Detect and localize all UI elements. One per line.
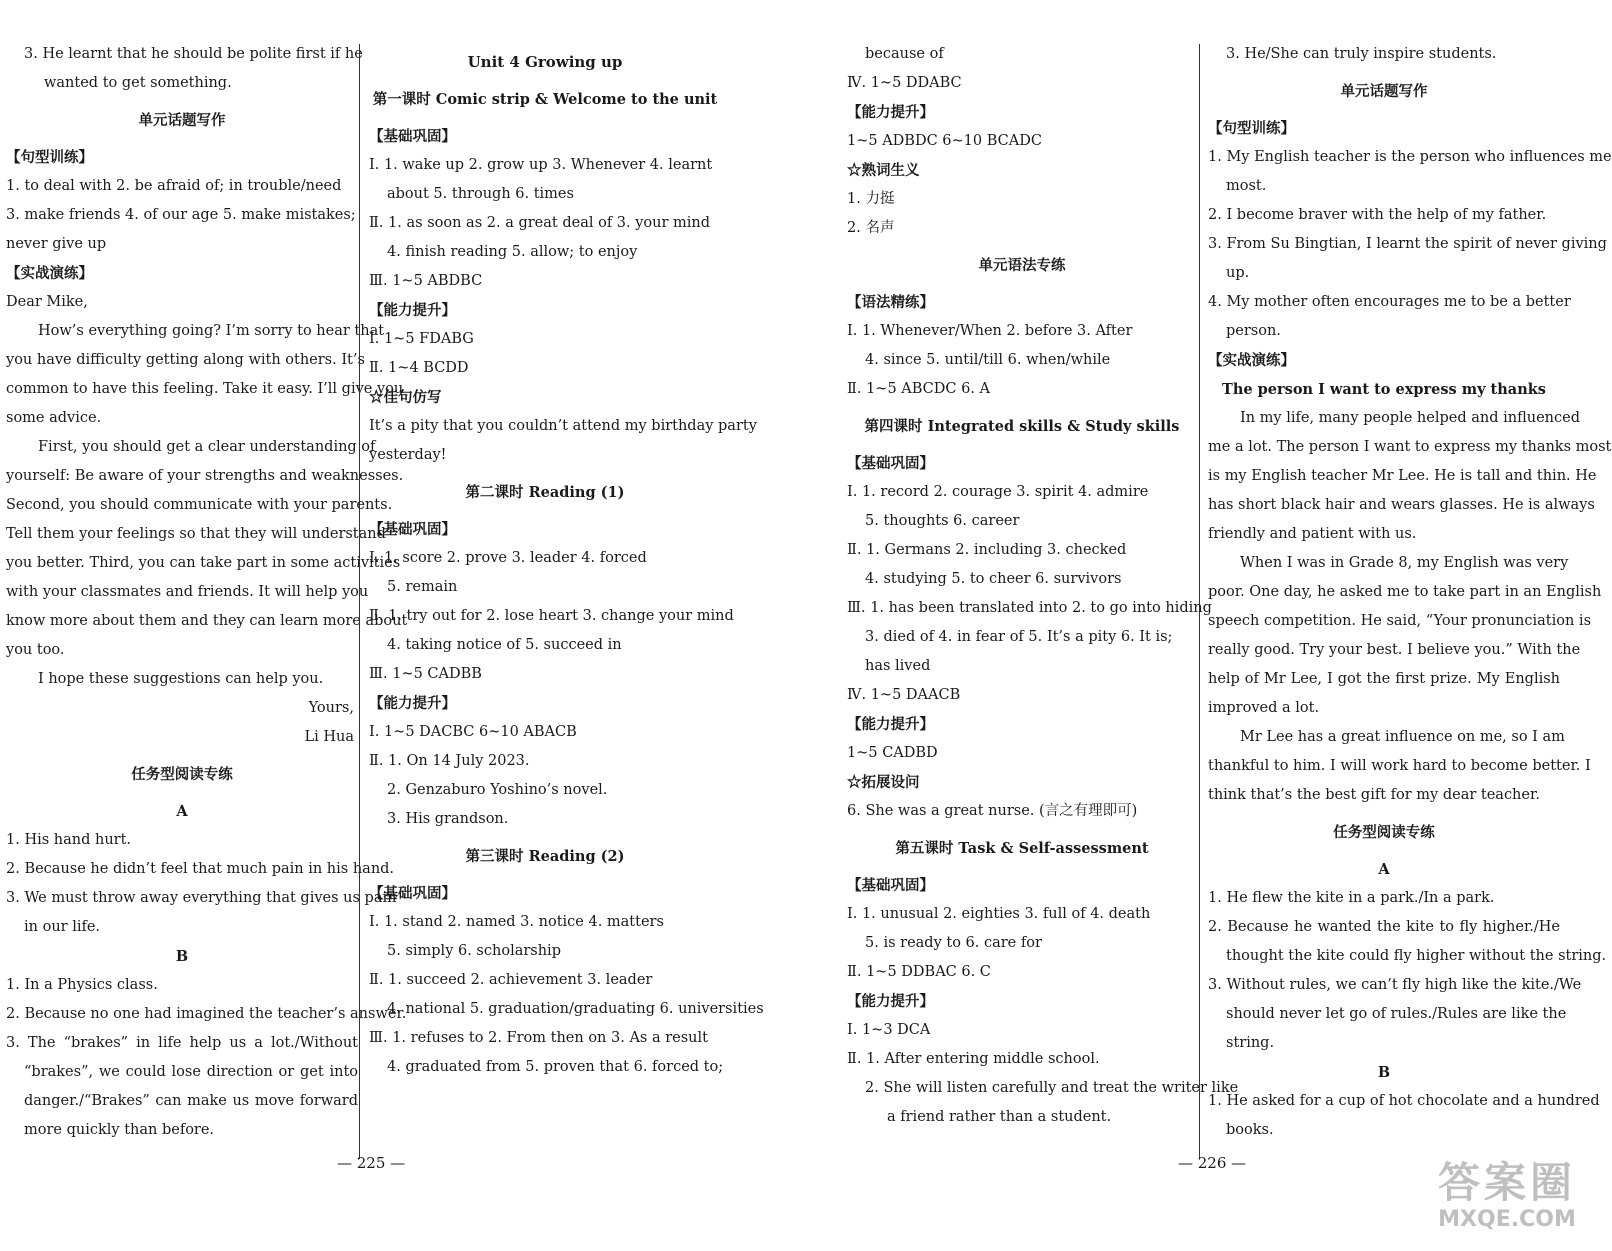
text-line: Ⅰ. 1. stand 2. named 3. notice 4. matters: [369, 914, 664, 930]
text-line: 3. His grandson.: [387, 811, 509, 827]
text-line: 4. My mother often encourages me to be a better: [1208, 294, 1571, 310]
spacer: [847, 826, 1197, 834]
text-line: about 5. through 6. times: [387, 186, 574, 202]
spacer: [369, 470, 721, 478]
text-line: you better. Third, you can take part in some activities: [6, 555, 401, 571]
subsection-heading: 【基础巩固】: [369, 128, 456, 145]
subsection-heading: 【基础巩固】: [369, 521, 456, 538]
text-line: Ⅱ. 1. On 14 July 2023.: [369, 753, 530, 769]
text-line: 2. Because no one had imagined the teacher’s answer.: [6, 1006, 407, 1022]
text-line: 4. since 5. until/till 6. when/while: [865, 352, 1111, 368]
subsection-heading: ☆拓展设问: [847, 774, 920, 791]
text-line: never give up: [6, 236, 107, 252]
text-line: Ⅰ. 1. Whenever/When 2. before 3. After: [847, 323, 1133, 339]
text-line: speech competition. He said, “Your pronunciation is: [1208, 613, 1592, 629]
spacer: [369, 77, 721, 85]
section-title: 单元话题写作: [1340, 83, 1428, 100]
text-line: Ⅱ. 1. as soon as 2. a great deal of 3. your mind: [369, 215, 711, 231]
text-line: is my English teacher Mr Lee. He is tall and thin. He: [1208, 468, 1597, 484]
text-line: 3. died of 4. in fear of 5. It’s a pity 6. It is;: [865, 629, 1173, 645]
subsection-heading: ☆佳句仿写: [369, 389, 442, 406]
page-number-left: — 225 —: [337, 1154, 406, 1172]
text-line: string.: [1226, 1035, 1275, 1051]
text-line: 6. She was a great nurse. (言之有理即可): [847, 803, 1138, 819]
text-line: danger./“Brakes” can make us move forward: [24, 1093, 358, 1109]
text-line: 2. Because he wanted the kite to fly higher./He: [1208, 919, 1560, 935]
spacer: [1208, 810, 1560, 818]
text-line: 4. finish reading 5. allow; to enjoy: [387, 244, 638, 260]
text-line: has short black hair and wears glasses. He is always: [1208, 497, 1595, 513]
text-line: 1. He asked for a cup of hot chocolate and a hundred: [1208, 1093, 1600, 1109]
text-line: 3. Without rules, we can’t fly high like the kite./We: [1208, 977, 1582, 993]
text-line: 3. From Su Bingtian, I learnt the spirit of never giving: [1208, 236, 1607, 252]
text-line: because of: [865, 46, 944, 62]
text-line: person.: [1226, 323, 1281, 339]
text-line: 4. taking notice of 5. succeed in: [387, 637, 622, 653]
section-title: 第五课时 Task & Self-assessment: [895, 840, 1149, 857]
column-divider: [359, 44, 360, 1159]
spacer: [847, 243, 1197, 251]
text-line: Li Hua: [304, 729, 354, 745]
text-line: 1. His hand hurt.: [6, 832, 132, 848]
text-line: Ⅰ. 1. record 2. courage 3. spirit 4. admire: [847, 484, 1149, 500]
text-line: you too.: [6, 642, 65, 658]
text-line: help of Mr Lee, I got the first prize. My English: [1208, 671, 1560, 687]
subsection-heading: 【句型训练】: [1208, 120, 1295, 137]
text-line: 2. 名声: [847, 220, 895, 236]
section-title: B: [1377, 1064, 1391, 1081]
text-line: 3. He learnt that he should be polite first if he: [24, 46, 363, 62]
text-line: 5. remain: [387, 579, 458, 595]
spacer: [847, 863, 1197, 871]
subsection-heading: 【语法精练】: [847, 294, 934, 311]
text-line: common to have this feeling. Take it easy. I’ll give you: [6, 381, 404, 397]
text-line: Ⅲ. 1. has been translated into 2. to go into hiding: [847, 600, 1212, 616]
text-line: Tell them your feelings so that they will understand: [6, 526, 386, 542]
watermark-text: 答案圈: [1437, 1158, 1576, 1207]
text-line: me a lot. The person I want to express my thanks most: [1208, 439, 1612, 455]
text-line: yourself: Be aware of your strengths and weaknesses.: [6, 468, 404, 484]
column-divider: [1199, 44, 1200, 1159]
subsection-heading: ☆熟词生义: [847, 162, 920, 179]
spacer: [1208, 106, 1560, 114]
text-line: 1. My English teacher is the person who influences me: [1208, 149, 1612, 165]
text-line: friendly and patient with us.: [1208, 526, 1417, 542]
spacer: [6, 98, 358, 106]
subsection-heading: 【能力提升】: [847, 993, 934, 1010]
text-line: It’s a pity that you couldn’t attend my birthday party: [369, 418, 757, 434]
subsection-heading: 【能力提升】: [369, 695, 456, 712]
spacer: [847, 404, 1197, 412]
text-line: 1. 力挺: [847, 191, 895, 207]
text-line: Yours,: [308, 700, 354, 716]
text-line: some advice.: [6, 410, 102, 426]
text-line: 3. make friends 4. of our age 5. make mistakes;: [6, 207, 356, 223]
text-line: Ⅰ. 1. unusual 2. eighties 3. full of 4. death: [847, 906, 1151, 922]
spacer: [847, 441, 1197, 449]
text-line: Ⅰ. 1~3 DCA: [847, 1022, 931, 1038]
text-line: Ⅳ. 1~5 DDABC: [847, 75, 962, 91]
text-line: Ⅱ. 1. After entering middle school.: [847, 1051, 1100, 1067]
text-line: know more about them and they can learn more about: [6, 613, 408, 629]
text-line: 2. I become braver with the help of my father.: [1208, 207, 1547, 223]
text-line: 5. is ready to 6. care for: [865, 935, 1042, 951]
text-line: First, you should get a clear understanding of: [38, 439, 376, 455]
spacer: [847, 280, 1197, 288]
section-title: 单元话题写作: [138, 112, 226, 129]
text-line: Ⅳ. 1~5 DAACB: [847, 687, 961, 703]
text-line: should never let go of rules./Rules are like the: [1226, 1006, 1567, 1022]
text-line: 1~5 ADBDC 6~10 BCADC: [847, 133, 1042, 149]
text-line: Ⅲ. 1~5 ABDBC: [369, 273, 483, 289]
text-line: more quickly than before.: [24, 1122, 215, 1138]
column-4: [1208, 40, 1612, 1145]
text-line: 2. Because he didn’t feel that much pain in his hand.: [6, 861, 395, 877]
text-line: Dear Mike,: [6, 294, 88, 310]
text-line: up.: [1226, 265, 1250, 281]
watermark-logo: [1432, 1159, 1582, 1237]
text-line: 4. national 5. graduation/graduating 6. universities: [387, 1001, 764, 1017]
section-title: 单元语法专练: [978, 257, 1066, 274]
section-title: A: [176, 803, 188, 820]
text-line: 2. She will listen carefully and treat the writer like: [865, 1080, 1239, 1096]
text-line: 1. to deal with 2. be afraid of; in trouble/need: [6, 178, 342, 194]
spacer: [6, 752, 358, 760]
subsection-heading: 【基础巩固】: [847, 455, 934, 472]
spacer: [369, 834, 721, 842]
text-line: poor. One day, he asked me to take part in an English: [1208, 584, 1602, 600]
section-title: B: [175, 948, 189, 965]
subsection-heading: 【基础巩固】: [369, 885, 456, 902]
text-line: In my life, many people helped and influenced: [1240, 410, 1580, 426]
subsection-heading: 【句型训练】: [6, 149, 93, 166]
page-number-right: — 226 —: [1178, 1154, 1247, 1172]
text-line: think that’s the best gift for my dear teacher.: [1208, 787, 1540, 803]
text-line: 3. We must throw away everything that gives us pain: [6, 890, 397, 906]
spacer: [6, 789, 358, 797]
text-line: Ⅰ. 1~5 FDABG: [369, 331, 474, 347]
subsection-heading: 【实战演练】: [6, 265, 93, 282]
text-line: Ⅱ. 1~5 DDBAC 6. C: [847, 964, 991, 980]
text-line: you have difficulty getting along with others. It’s: [6, 352, 365, 368]
section-title: 第四课时 Integrated skills & Study skills: [864, 418, 1180, 435]
section-title: A: [1378, 861, 1390, 878]
text-line: Ⅱ. 1. try out for 2. lose heart 3. change your mind: [369, 608, 734, 624]
spacer: [369, 507, 721, 515]
section-title: 第二课时 Reading (1): [465, 484, 625, 501]
text-line: 5. thoughts 6. career: [865, 513, 1020, 529]
text-line: Mr Lee has a great influence on me, so I am: [1240, 729, 1565, 745]
text-line: 2. Genzaburo Yoshino’s novel.: [387, 782, 608, 798]
section-title: The person I want to express my thanks: [1222, 381, 1546, 398]
text-line: 1~5 CADBD: [847, 745, 938, 761]
text-line: thankful to him. I will work hard to become better. I: [1208, 758, 1591, 774]
section-title: 任务型阅读专练: [131, 766, 233, 783]
text-line: How’s everything going? I’m sorry to hear that: [38, 323, 385, 339]
spacer: [1208, 69, 1560, 77]
column-2: [369, 40, 764, 1082]
text-line: 3. The “brakes” in life help us a lot./Without: [6, 1035, 358, 1051]
text-line: Ⅰ. 1. score 2. prove 3. leader 4. forced: [369, 550, 647, 566]
text-line: 4. graduated from 5. proven that 6. forced to;: [387, 1059, 724, 1075]
text-line: Ⅱ. 1~4 BCDD: [369, 360, 469, 376]
subsection-heading: 【能力提升】: [369, 302, 456, 319]
text-line: books.: [1226, 1122, 1274, 1138]
subsection-heading: 【能力提升】: [847, 716, 934, 733]
text-line: Ⅰ. 1~5 DACBC 6~10 ABACB: [369, 724, 577, 740]
text-line: in our life.: [24, 919, 101, 935]
subsection-heading: 【基础巩固】: [847, 877, 934, 894]
text-line: yesterday!: [369, 447, 447, 463]
text-line: thought the kite could fly higher without the string.: [1226, 948, 1607, 964]
text-line: “brakes”, we could lose direction or get into: [24, 1064, 358, 1080]
spacer: [369, 114, 721, 122]
section-title: 第一课时 Comic strip & Welcome to the unit: [372, 91, 718, 108]
section-title: 任务型阅读专练: [1333, 824, 1435, 841]
spacer: [369, 40, 721, 48]
subsection-heading: 【实战演练】: [1208, 352, 1295, 369]
text-line: improved a lot.: [1208, 700, 1320, 716]
text-line: When I was in Grade 8, my English was very: [1240, 555, 1569, 571]
text-line: 5. simply 6. scholarship: [387, 943, 561, 959]
watermark-domain: MXQE.COM: [1438, 1207, 1576, 1232]
text-line: Ⅱ. 1. succeed 2. achievement 3. leader: [369, 972, 653, 988]
text-line: 3. He/She can truly inspire students.: [1226, 46, 1497, 62]
text-line: 1. He flew the kite in a park./In a park.: [1208, 890, 1495, 906]
text-line: a friend rather than a student.: [887, 1109, 1112, 1125]
text-line: 4. studying 5. to cheer 6. survivors: [865, 571, 1122, 587]
text-line: I hope these suggestions can help you.: [38, 671, 324, 687]
text-line: wanted to get something.: [44, 75, 232, 91]
spacer: [369, 871, 721, 879]
text-line: Ⅲ. 1~5 CADBB: [369, 666, 482, 682]
text-line: has lived: [865, 658, 931, 674]
text-line: Ⅲ. 1. refuses to 2. From then on 3. As a result: [369, 1030, 708, 1046]
text-line: Ⅱ. 1. Germans 2. including 3. checked: [847, 542, 1127, 558]
text-line: 1. In a Physics class.: [6, 977, 158, 993]
text-line: most.: [1226, 178, 1267, 194]
text-line: Ⅰ. 1. wake up 2. grow up 3. Whenever 4. learnt: [369, 157, 713, 173]
section-title: 第三课时 Reading (2): [465, 848, 625, 865]
section-title: Unit 4 Growing up: [467, 53, 623, 71]
subsection-heading: 【能力提升】: [847, 104, 934, 121]
text-line: Ⅱ. 1~5 ABCDC 6. A: [847, 381, 991, 397]
spacer: [6, 135, 358, 143]
text-line: with your classmates and friends. It will help you: [6, 584, 369, 600]
text-line: Second, you should communicate with your parents.: [6, 497, 393, 513]
text-line: really good. Try your best. I believe you.” With the: [1208, 642, 1581, 658]
spacer: [1208, 847, 1560, 855]
